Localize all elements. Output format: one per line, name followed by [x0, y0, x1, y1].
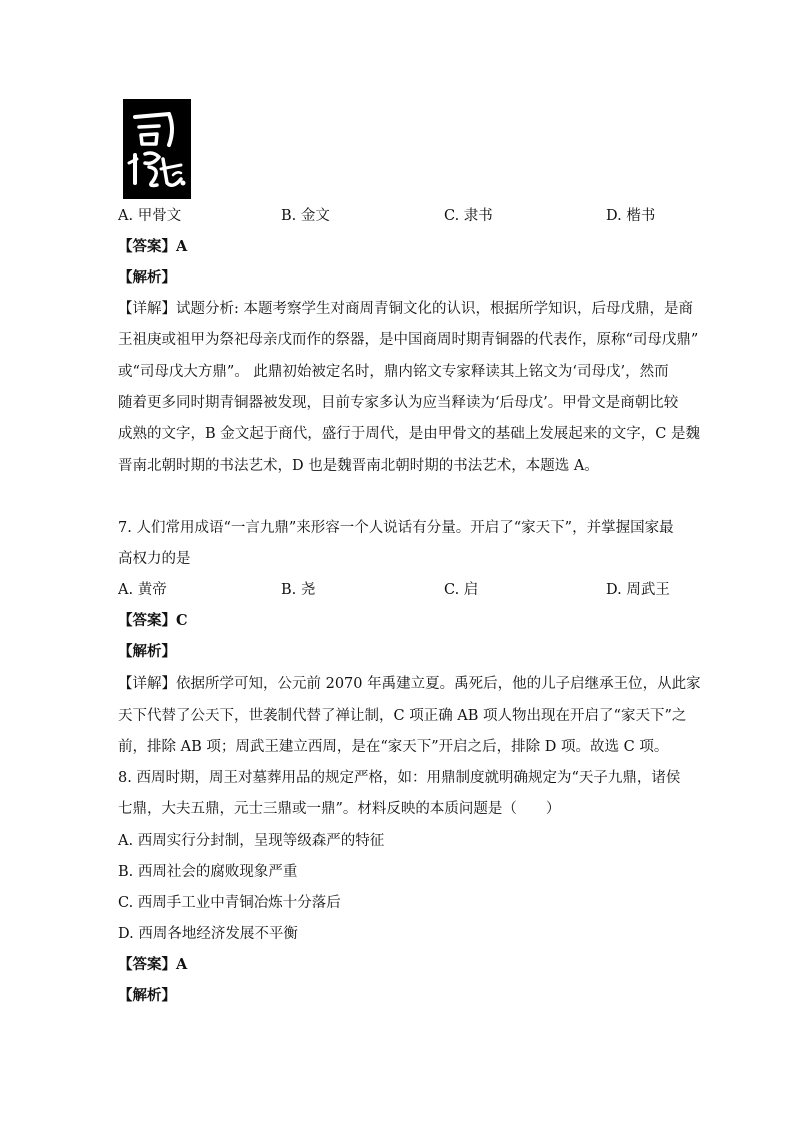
- q7-option-b: B. 尧: [281, 582, 316, 598]
- q8-stem-line: 七鼎，大夫五鼎，元士三鼎或一鼎”。材料反映的本质问题是（ ）: [118, 801, 561, 817]
- q7-detail-line: 【详解】依据所学可知，公元前 2070 年禹建立夏。禹死后，他的儿子启继承王位，从此家: [118, 676, 701, 692]
- q6-detail-line: 王祖庚或祖甲为祭祀母亲戊而作的祭器，是中国商周时期青铜器的代表作，原称“司母戊鼎”: [118, 332, 699, 348]
- q8-option-b: B. 西周社会的腐败现象严重: [118, 864, 298, 880]
- q7-option-a: A. 黄帝: [118, 582, 167, 598]
- q6-detail-line: 【详解】试题分析: 本题考察学生对商周青铜文化的认识，根据所学知识，后母戊鼎，是商: [118, 301, 693, 317]
- q6-detail-line: 或“司母戊大方鼎”。 此鼎初始被定名时，鼎内铭文专家释读其上铭文为‘司母戊’，然而: [118, 364, 669, 380]
- q6-detail-line: 随着更多同时期青铜器被发现，目前专家多认为应当释读为‘后母戊’。甲骨文是商朝比较: [118, 395, 679, 411]
- q7-stem-line: 高权力的是: [118, 551, 191, 567]
- q6-option-c: C. 隶书: [444, 208, 493, 224]
- q7-detail-line: 天下代替了公天下，世袭制代替了禅让制，C 项正确 AB 项人物出现在开启了“家天下”之: [118, 708, 687, 724]
- q8-answer: 【答案】A: [118, 956, 188, 973]
- q8-stem-line: 8. 西周时期，周王对墓葬用品的规定严格，如：用鼎制度就明确规定为“天子九鼎，诸侯: [118, 770, 681, 786]
- q8-analysis-heading: 【解析】: [118, 987, 176, 1004]
- q8-option-a: A. 西周实行分封制，呈现等级森严的特征: [118, 833, 385, 849]
- q6-analysis-heading: 【解析】: [118, 269, 176, 286]
- q6-option-b: B. 金文: [281, 208, 330, 224]
- q7-option-d: D. 周武王: [606, 582, 670, 598]
- q8-option-d: D. 西周各地经济发展不平衡: [118, 926, 298, 942]
- q6-option-d: D. 楷书: [606, 208, 656, 224]
- q6-option-a: A. 甲骨文: [118, 208, 182, 224]
- q7-stem-line: 7. 人们常用成语“一言九鼎”来形容一个人说话有分量。开启了“家天下”，并掌握国家最: [118, 520, 674, 536]
- q7-analysis-heading: 【解析】: [118, 643, 176, 660]
- bronze-inscription-image: [123, 99, 191, 199]
- q6-answer: 【答案】A: [118, 238, 188, 255]
- q7-answer: 【答案】C: [118, 612, 188, 629]
- q7-detail-line: 前，排除 AB 项；周武王建立西周，是在“家天下”开启之后，排除 D 项。故选 C 项。: [118, 739, 669, 755]
- q6-detail-line: 晋南北朝时期的书法艺术，D 也是魏晋南北朝时期的书法艺术，本题选 A。: [118, 458, 599, 474]
- q8-option-c: C. 西周手工业中青铜冶炼十分落后: [118, 895, 341, 911]
- q6-detail-line: 成熟的文字，B 金文起于商代，盛行于周代，是由甲骨文的基础上发展起来的文字，C 是魏: [118, 426, 700, 442]
- q7-option-c: C. 启: [444, 582, 479, 598]
